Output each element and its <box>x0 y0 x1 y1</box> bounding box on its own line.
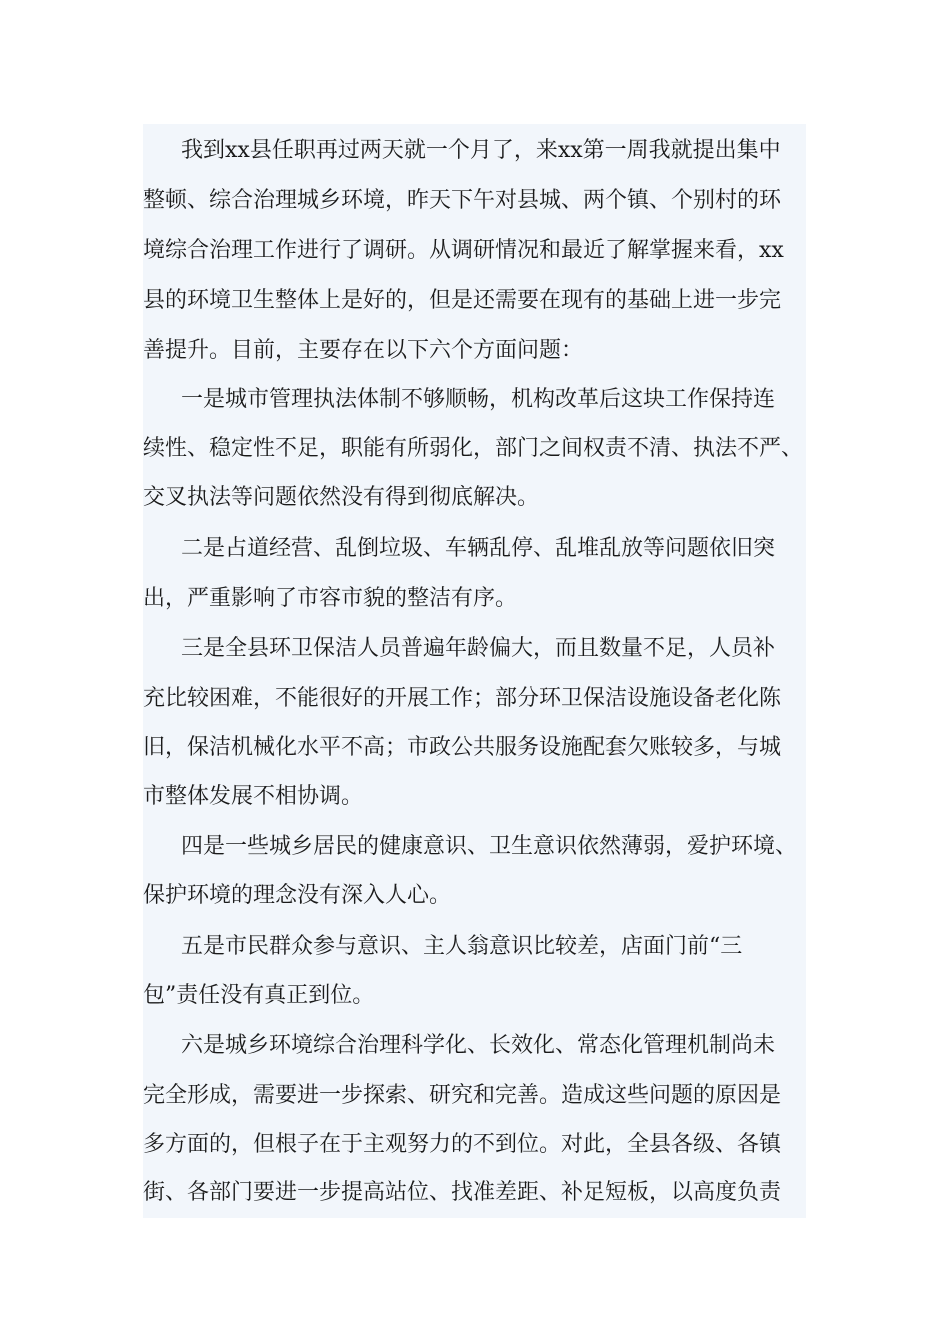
text-line: 出，严重影响了市容市貌的整洁有序。 <box>143 586 518 611</box>
text-line: 保护环境的理念没有深入人心。 <box>143 883 452 908</box>
text-line: 三是全县环卫保洁人员普遍年龄偏大，而且数量不足，人员补 <box>181 636 776 661</box>
text-line: 二是占道经营、乱倒垃圾、车辆乱停、乱堆乱放等问题依旧突 <box>181 536 776 561</box>
text-line: 旧，保洁机械化水平不高；市政公共服务设施配套欠账较多，与城 <box>143 735 782 760</box>
text-line: 五是市民群众参与意识、主人翁意识比较差，店面门前“三 <box>181 934 743 959</box>
text-line: 一是城市管理执法体制不够顺畅，机构改革后这块工作保持连 <box>181 387 776 412</box>
document-body <box>143 124 806 1218</box>
text-line: 包”责任没有真正到位。 <box>143 983 375 1008</box>
text-line: 四是一些城乡居民的健康意识、卫生意识依然薄弱，爱护环境、 <box>181 834 798 859</box>
text-line: 充比较困难，不能很好的开展工作；部分环卫保洁设施设备老化陈 <box>143 686 782 711</box>
text-line: 交叉执法等问题依然没有得到彻底解决。 <box>143 485 540 510</box>
text-line: 整顿、综合治理城乡环境，昨天下午对县城、两个镇、个别村的环 <box>143 188 782 213</box>
text-line: 我到xx县任职再过两天就一个月了，来xx第一周我就提出集中 <box>181 138 781 163</box>
text-line: 续性、稳定性不足，职能有所弱化，部门之间权责不清、执法不严、 <box>143 436 804 461</box>
text-line: 多方面的，但根子在于主观努力的不到位。对此，全县各级、各镇 <box>143 1132 782 1157</box>
text-line: 完全形成，需要进一步探索、研究和完善。造成这些问题的原因是 <box>143 1083 782 1108</box>
text-line: 六是城乡环境综合治理科学化、长效化、常态化管理机制尚未 <box>181 1033 776 1058</box>
text-line: 境综合治理工作进行了调研。从调研情况和最近了解掌握来看，xx <box>143 238 784 263</box>
text-line: 善提升。目前，主要存在以下六个方面问题： <box>143 338 584 363</box>
text-line: 市整体发展不相协调。 <box>143 784 364 809</box>
text-line: 县的环境卫生整体上是好的，但是还需要在现有的基础上进一步完 <box>143 288 782 313</box>
text-line: 街、各部门要进一步提高站位、找准差距、补足短板，以高度负责 <box>143 1180 782 1205</box>
